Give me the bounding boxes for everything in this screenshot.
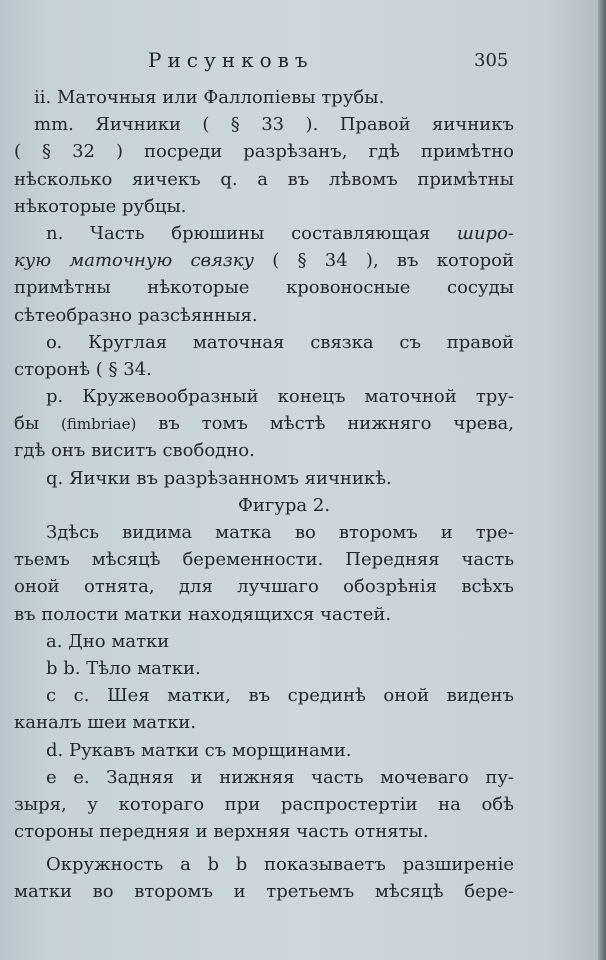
text-line: q. Яички въ разрѣзанномъ яичникѣ. [46,467,392,489]
text-line: c c. Шея матки, въ срединѣ оной виденъ [46,685,514,707]
text-line: въ полости матки находящихся частей. [14,603,392,625]
text-line [14,410,514,437]
text-line: каналъ шеи матки. [14,712,197,734]
text-line: mm. Яичники ( § 33 ). Правой яичникъ [34,114,514,136]
text-line: примѣтны нѣкоторые кровоносные сосуды [14,277,514,299]
text-line: гдѣ онъ виситъ свободно. [14,440,255,462]
text-line [14,247,514,274]
text-line: o. Круглая маточная связка съ правой [46,331,514,353]
body-text [14,84,514,906]
text-run: ( § 34 ), въ которой [253,250,514,272]
figure-heading: Фигура 2. [237,494,331,516]
text-line: сѣтеобразно разсѣянныя. [14,304,258,326]
italic-run: кую маточную связку [14,250,254,272]
text-line: стороны передняя и верхняя часть отняты. [14,821,429,843]
text-line: p. Кружевообразный конецъ маточной тру- [46,386,514,408]
text-line: зыря, у котораго при распростертіи на обѣ [14,793,514,815]
text-line: ii. Маточныя или Фаллопіевы трубы. [34,87,385,108]
text-line: e e. Задняя и нижняя часть мочеваго пу- [46,766,514,788]
page-number: 305 [474,50,509,71]
text-run: n. Часть брюшины составляющая [46,222,457,244]
page-header [0,48,606,78]
text-line: тьемъ мѣсяцѣ беременности. Передняя часть [14,549,514,571]
text-line: оной отнята, для лучшаго обозрѣнія всѣхъ [14,576,514,598]
running-head: Рисунковъ [148,48,314,72]
text-line: сторонѣ ( § 34. [14,358,152,380]
text-line: нѣкоторые рубцы. [14,195,187,217]
text-line: a. Дно матки [46,630,170,652]
text-line: ( § 32 ) посреди разрѣзанъ, гдѣ примѣтно [14,141,514,163]
text-line: Окружность a b b показываетъ разширеніе [46,854,514,876]
text-line [14,220,514,247]
text-line: матки во второмъ и третьемъ мѣсяцѣ бере- [14,881,514,903]
text-line: d. Рукавъ матки съ морщинами. [46,739,352,761]
text-run: въ томъ мѣстѣ нижняго чрева, [136,413,514,435]
text-line: b b. Тѣло матки. [46,657,201,679]
latin-run: (fimbriae) [61,415,137,434]
text-run: бы [14,413,62,435]
italic-run: широ- [456,222,514,244]
page-edge-shadow [598,0,606,960]
text-line: нѣсколько яичекъ q. а въ лѣвомъ примѣтны [14,168,514,190]
text-line: Здѣсь видима матка во второмъ и тре- [46,522,514,543]
